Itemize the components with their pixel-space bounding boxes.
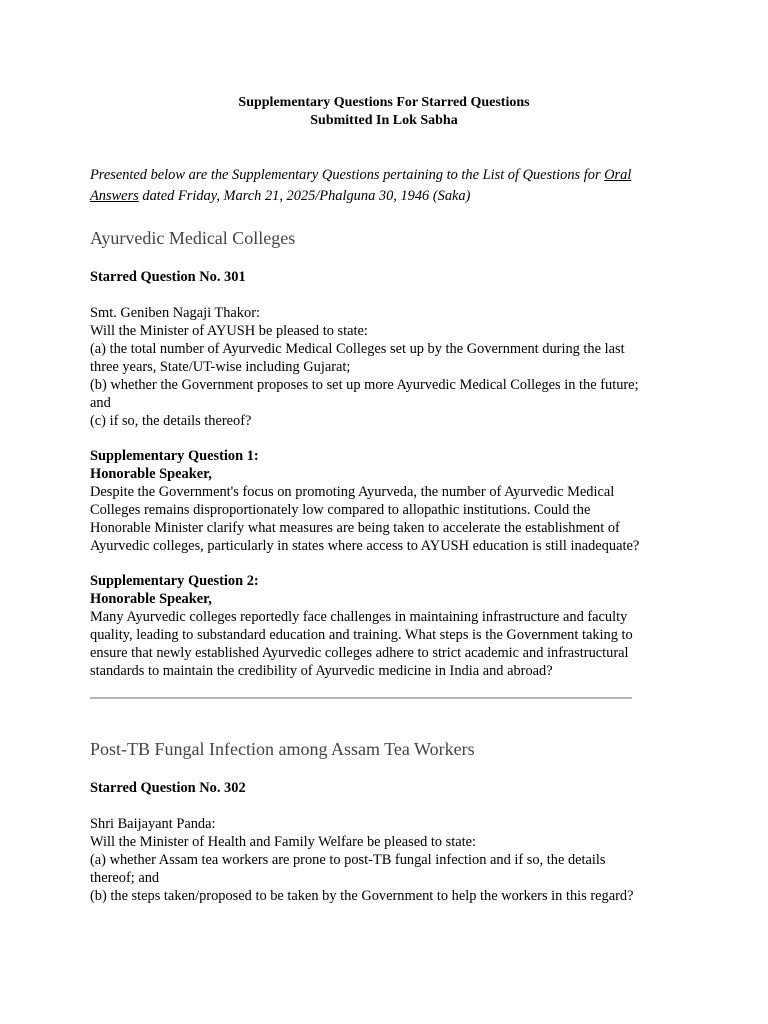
supplementary-line: quality, leading to substandard education and training. What steps is the Government taking to [90, 627, 633, 643]
question-line: Will the Minister of AYUSH be pleased to state: [90, 323, 368, 339]
question-line: (a) whether Assam tea workers are prone to post-TB fungal infection and if so, the details [90, 852, 606, 868]
supplementary-line: standards to maintain the credibility of Ayurvedic medicine in India and abroad? [90, 663, 553, 679]
question-line: (c) if so, the details thereof? [90, 413, 252, 429]
question-line: three years, State/UT-wise including Gujarat; [90, 359, 351, 375]
question-line: (b) whether the Government proposes to set up more Ayurvedic Medical Colleges in the future; [90, 377, 639, 393]
supplementary-label: Supplementary Question 2: [90, 573, 259, 589]
salutation: Honorable Speaker, [90, 591, 212, 607]
question-301-text [90, 304, 680, 430]
section-heading-2: Post-TB Fungal Infection among Assam Tea Workers [90, 739, 475, 759]
member-name: Smt. Geniben Nagaji Thakor: [90, 305, 260, 321]
supplementary-question-1 [90, 447, 680, 555]
question-line: (a) the total number of Ayurvedic Medical Colleges set up by the Government during the last [90, 341, 625, 357]
question-number-302: Starred Question No. 302 [90, 780, 246, 796]
salutation: Honorable Speaker, [90, 466, 212, 482]
supplementary-line: Honorable Minister clarify what measures are being taken to accelerate the establishment of [90, 520, 620, 536]
supplementary-line: Ayurvedic colleges, particularly in states where access to AYUSH education is still inadequate? [90, 538, 640, 554]
intro-date: dated Friday, March 21, 2025/Phalguna 30, 1946 (Saka) [138, 188, 471, 204]
member-name: Shri Baijayant Panda: [90, 816, 216, 832]
intro-paragraph [90, 165, 680, 207]
section-divider [90, 697, 632, 699]
supplementary-line: ensure that newly established Ayurvedic colleges adhere to strict academic and infrastructural [90, 645, 629, 661]
question-line: and [90, 395, 111, 411]
document-title [0, 94, 768, 130]
question-number-301: Starred Question No. 301 [90, 269, 246, 285]
supplementary-question-2 [90, 572, 680, 680]
supplementary-line: Colleges remains disproportionately low compared to allopathic institutions. Could the [90, 502, 591, 518]
supplementary-label: Supplementary Question 1: [90, 448, 259, 464]
question-line: thereof; and [90, 870, 160, 886]
title-line-1: Supplementary Questions For Starred Questions [238, 95, 530, 110]
question-line: (b) the steps taken/proposed to be taken by the Government to help the workers in this regard? [90, 888, 634, 904]
supplementary-line: Many Ayurvedic colleges reportedly face challenges in maintaining infrastructure and faculty [90, 609, 628, 625]
intro-prefix: Presented below are the Supplementary Questions pertaining to the List of Questions for [90, 167, 605, 183]
oral-answers-link[interactable]: Oral Answers [90, 167, 632, 204]
title-line-2: Submitted In Lok Sabha [310, 113, 458, 128]
question-line: Will the Minister of Health and Family Welfare be pleased to state: [90, 834, 477, 850]
question-302-text [90, 815, 680, 905]
supplementary-line: Despite the Government's focus on promoting Ayurveda, the number of Ayurvedic Medical [90, 484, 615, 500]
section-heading-1: Ayurvedic Medical Colleges [90, 228, 296, 248]
